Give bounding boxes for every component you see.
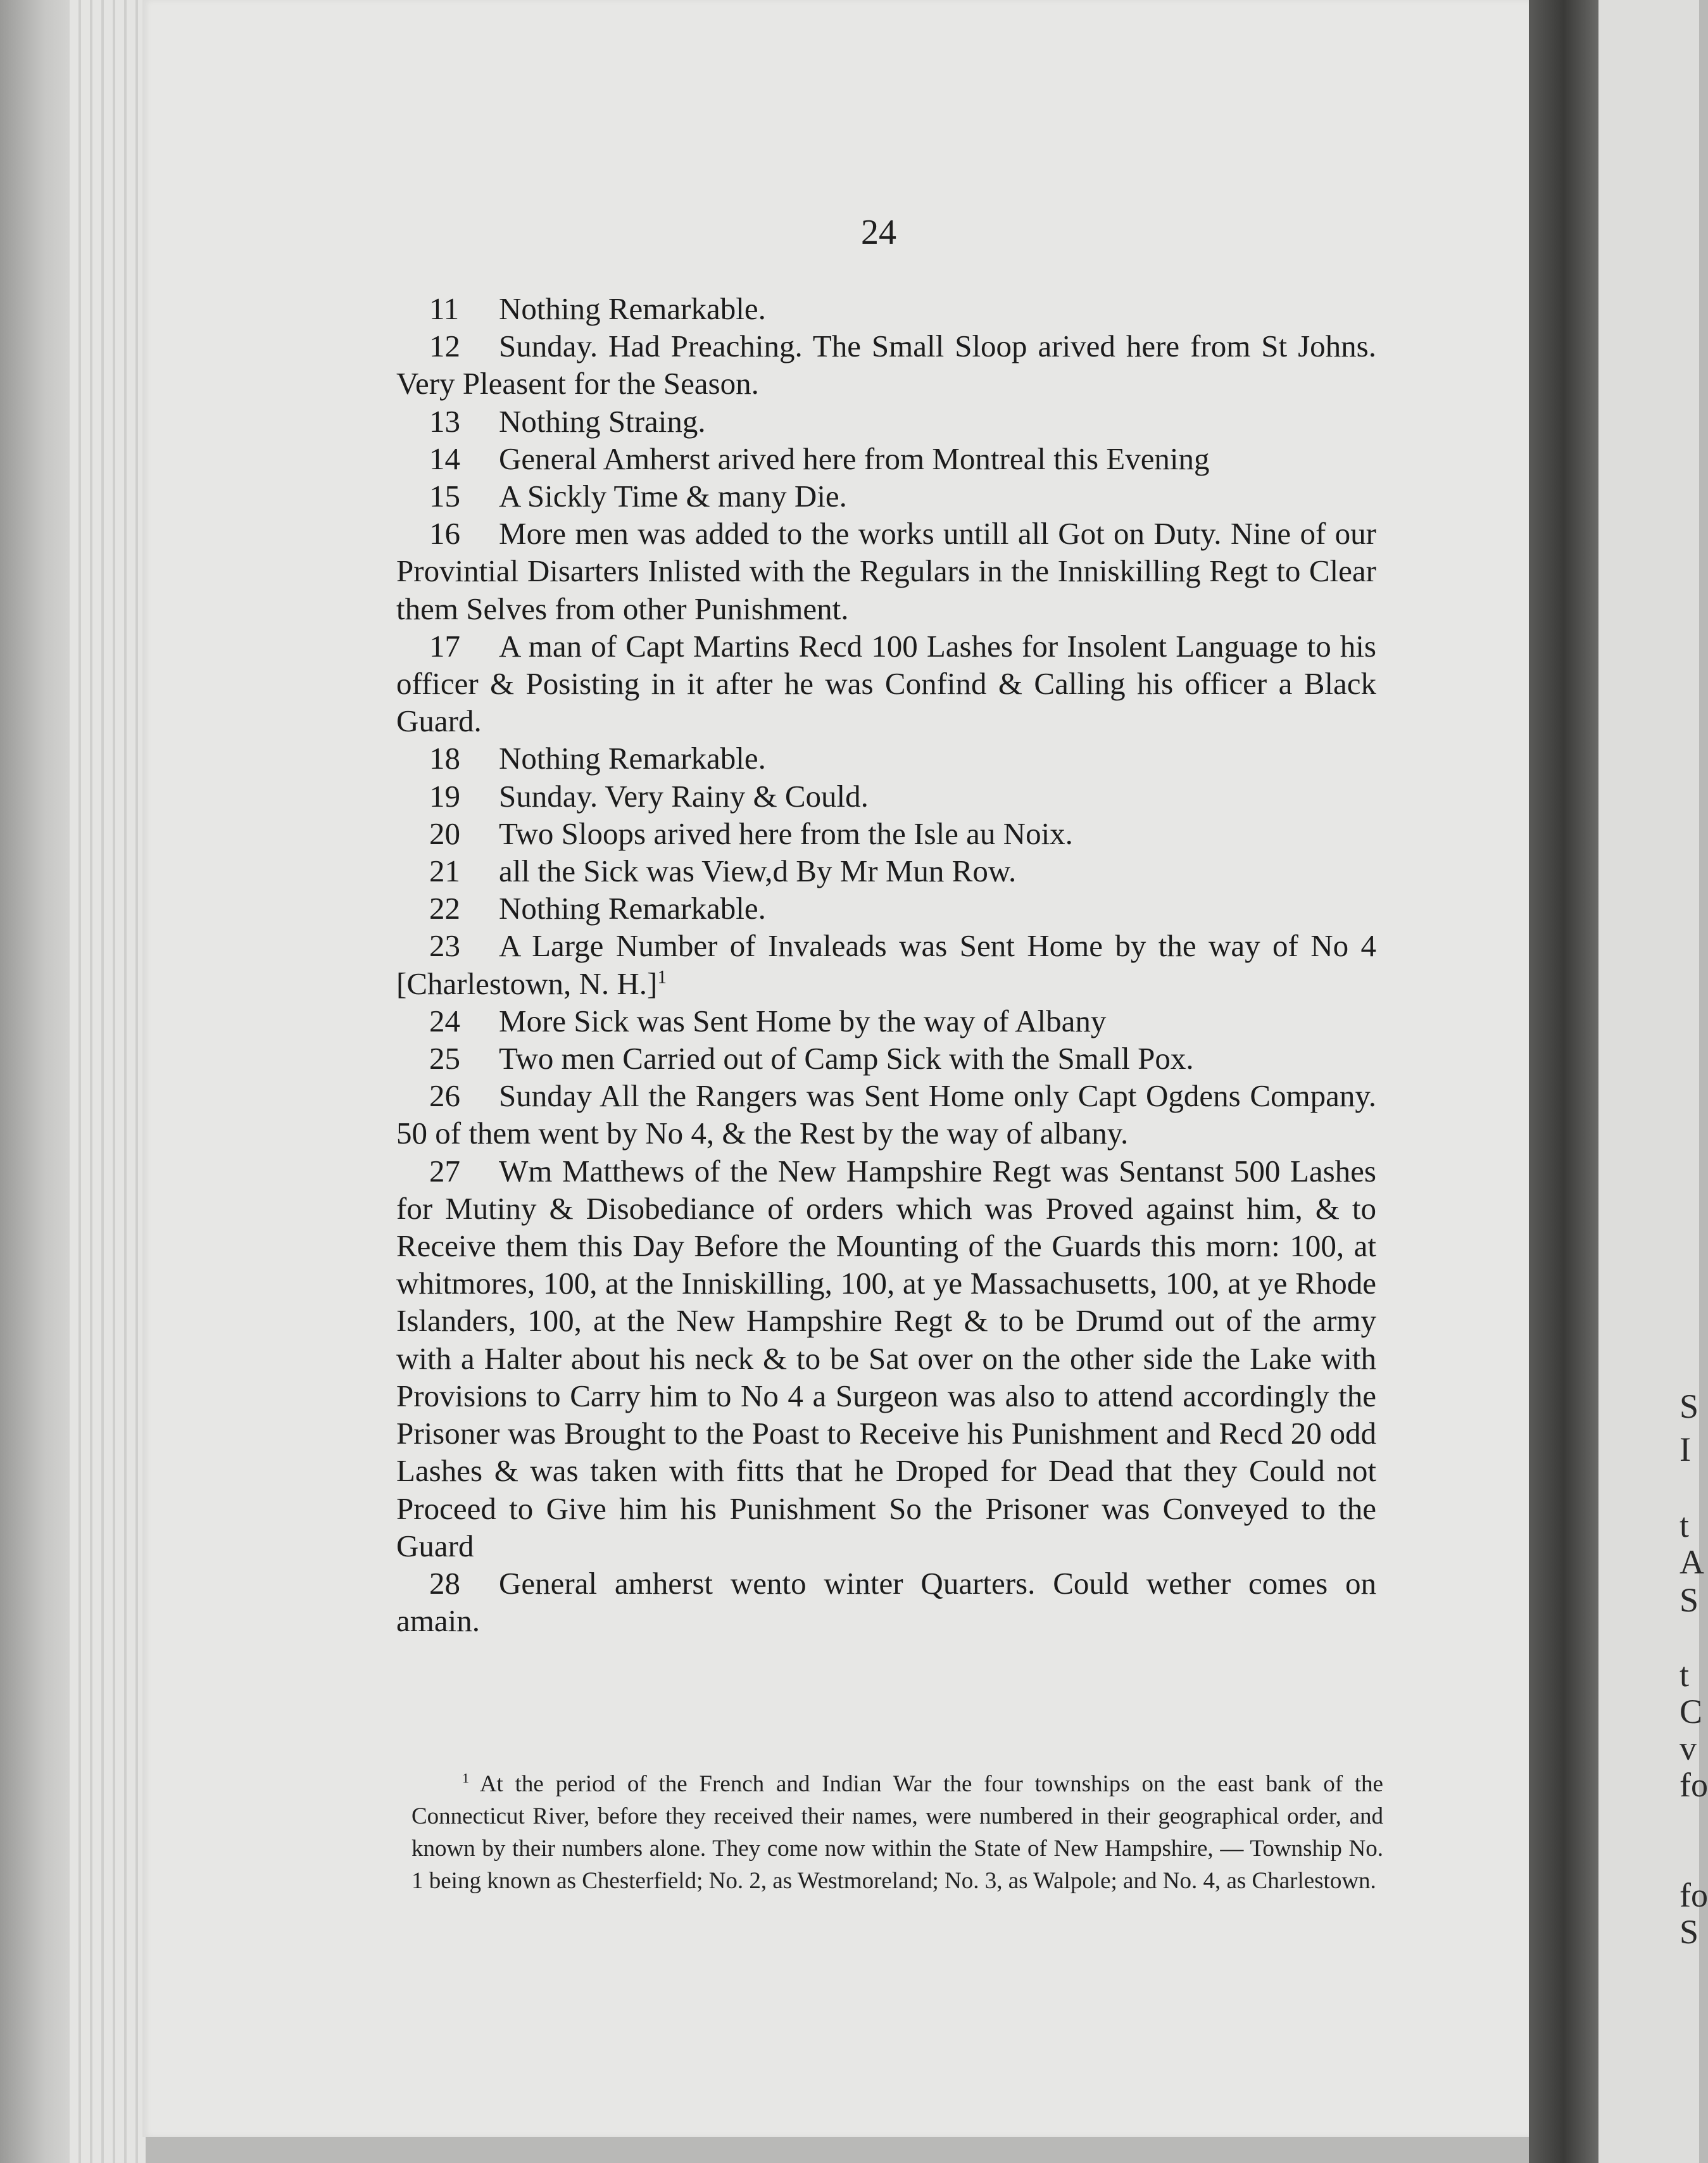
entry-text: General Amherst arived here from Montreal this Evening: [499, 441, 1210, 476]
entry-day: 25: [429, 1041, 460, 1076]
adjacent-page-fragment: S: [1680, 1581, 1699, 1619]
entry-day: 22: [429, 891, 460, 926]
entry-day: 23: [429, 928, 460, 964]
footnote-reference: 1: [657, 967, 667, 988]
diary-entry: [396, 515, 1376, 627]
entry-day: 27: [429, 1153, 460, 1189]
adjacent-page-fragment: v: [1680, 1729, 1697, 1767]
entry-day: 28: [429, 1565, 460, 1601]
diary-entry: [396, 290, 1376, 327]
diary-entry: [396, 815, 1376, 852]
entry-day: 12: [429, 329, 460, 364]
stacked-page-edges: [70, 0, 146, 2163]
entry-text: all the Sick was View,d By Mr Mun Row.: [499, 854, 1017, 889]
adjacent-page-fragment: C: [1680, 1693, 1703, 1731]
entry-day: 18: [429, 741, 460, 776]
diary-text: [396, 290, 1376, 1639]
entry-day: 24: [429, 1003, 460, 1038]
adjacent-page-fragment: I: [1680, 1430, 1691, 1468]
diary-entry: [396, 927, 1376, 1002]
entry-text: A Sickly Time & many Die.: [499, 479, 847, 514]
adjacent-page-fragment: fo: [1680, 1766, 1708, 1804]
footnote-marker: 1: [462, 1770, 470, 1786]
footnote: [411, 1768, 1383, 1897]
entry-text: Sunday All the Rangers was Sent Home only Capt Ogdens Company. 50 of them went by No 4, & the Rest by the way of albany.: [396, 1078, 1376, 1151]
diary-entry: [396, 1002, 1376, 1040]
entry-text: Nothing Straing.: [499, 403, 706, 439]
entry-day: 13: [429, 403, 460, 439]
entry-text: Sunday. Had Preaching. The Small Sloop arived here from St Johns. Very Pleasent for the Season.: [396, 329, 1376, 401]
entry-text: Nothing Remarkable.: [499, 891, 766, 926]
entry-day: 14: [429, 441, 460, 476]
adjacent-page-fragment: S: [1680, 1913, 1699, 1951]
entry-text: A Large Number of Invaleads was Sent Home by the way of No 4 [Charlestown, N. H.]: [396, 928, 1376, 1001]
footnote-text: At the period of the French and Indian War the four townships on the east bank of the Connecticut River, before they received their names, were numbered in their geographical order, and known by their numbers alone. They come now within the State of New Hampshire, — Township No. 1 being known as Chesterfield; No. 2, as Westmoreland; No. 3, as Walpole; and No. 4, as Charlestown.: [411, 1771, 1383, 1894]
entry-text: More men was added to the works untill all Got on Duty. Nine of our Provintial Disarters Inlisted with the Regulars in the Inniskilling Regt to Clear them Selves from other Punishment.: [396, 516, 1376, 626]
entry-text: Sunday. Very Rainy & Could.: [499, 778, 869, 814]
adjacent-page-fragment: A: [1680, 1543, 1704, 1581]
entry-day: 26: [429, 1078, 460, 1114]
entry-text: General amherst wento winter Quarters. Could wether comes on amain.: [396, 1565, 1376, 1639]
entry-text: A man of Capt Martins Recd 100 Lashes for Insolent Language to his officer & Posisting in it after he was Confind & Calling his officer a Black Guard.: [396, 628, 1376, 739]
entry-day: 21: [429, 854, 460, 889]
diary-entry: [396, 1152, 1376, 1565]
entry-text: Two men Carried out of Camp Sick with the Small Pox.: [499, 1041, 1194, 1076]
entry-text: Two Sloops arived here from the Isle au Noix.: [499, 816, 1073, 851]
entry-text: Wm Matthews of the New Hampshire Regt was Sentanst 500 Lashes for Mutiny & Disobediance of orders which was Proved against him, & to Receive them this Day Before the Mounting of the Guards this morn: 100, at whitmores, 100, at the Inniskilling, 100, at ye Massachusetts, 100, at ye Rhode Islanders, 100, at the New Hampshire Regt & to be Drumd out of the army with a Halter about his neck & to be Sat over on the other side the Lake with Provisions to Carry him to No 4 a Surgeon was also to attend accordingly the Prisoner was Brought to the Poast to Receive his Punishment and Recd 20 odd Lashes & was taken with fitts that he Droped for Dead that they Could not Proceed to Give him his Punishment So the Prisoner was Conveyed to the Guard: [396, 1153, 1376, 1563]
page-number: 24: [861, 213, 896, 252]
adjacent-page-fragment: S: [1680, 1387, 1699, 1425]
diary-entry: [396, 1565, 1376, 1639]
diary-entry: [396, 890, 1376, 927]
entry-day: 16: [429, 516, 460, 552]
entry-day: 15: [429, 479, 460, 514]
diary-entry: [396, 852, 1376, 890]
diary-entry: [396, 327, 1376, 402]
diary-entry: [396, 1040, 1376, 1077]
entry-text: More Sick was Sent Home by the way of Albany: [499, 1003, 1107, 1038]
scanner-frame: [0, 0, 76, 2163]
entry-day: 11: [429, 291, 460, 326]
diary-entry: [396, 1077, 1376, 1152]
adjacent-page: [1598, 0, 1708, 2163]
adjacent-page-fragment: t: [1680, 1506, 1690, 1544]
diary-entry: [396, 627, 1376, 740]
diary-entry: [396, 740, 1376, 777]
entry-day: 19: [429, 778, 460, 814]
adjacent-page-fragment: t: [1680, 1656, 1690, 1694]
book-gutter: [1529, 0, 1598, 2163]
diary-entry: [396, 477, 1376, 515]
entry-text: Nothing Remarkable.: [499, 291, 766, 326]
adjacent-page-fragment: fo: [1680, 1876, 1708, 1914]
entry-day: 17: [429, 628, 460, 664]
entry-day: 20: [429, 816, 460, 851]
diary-entry: [396, 440, 1376, 477]
entry-text: Nothing Remarkable.: [499, 741, 766, 776]
diary-entry: [396, 403, 1376, 440]
diary-entry: [396, 778, 1376, 815]
